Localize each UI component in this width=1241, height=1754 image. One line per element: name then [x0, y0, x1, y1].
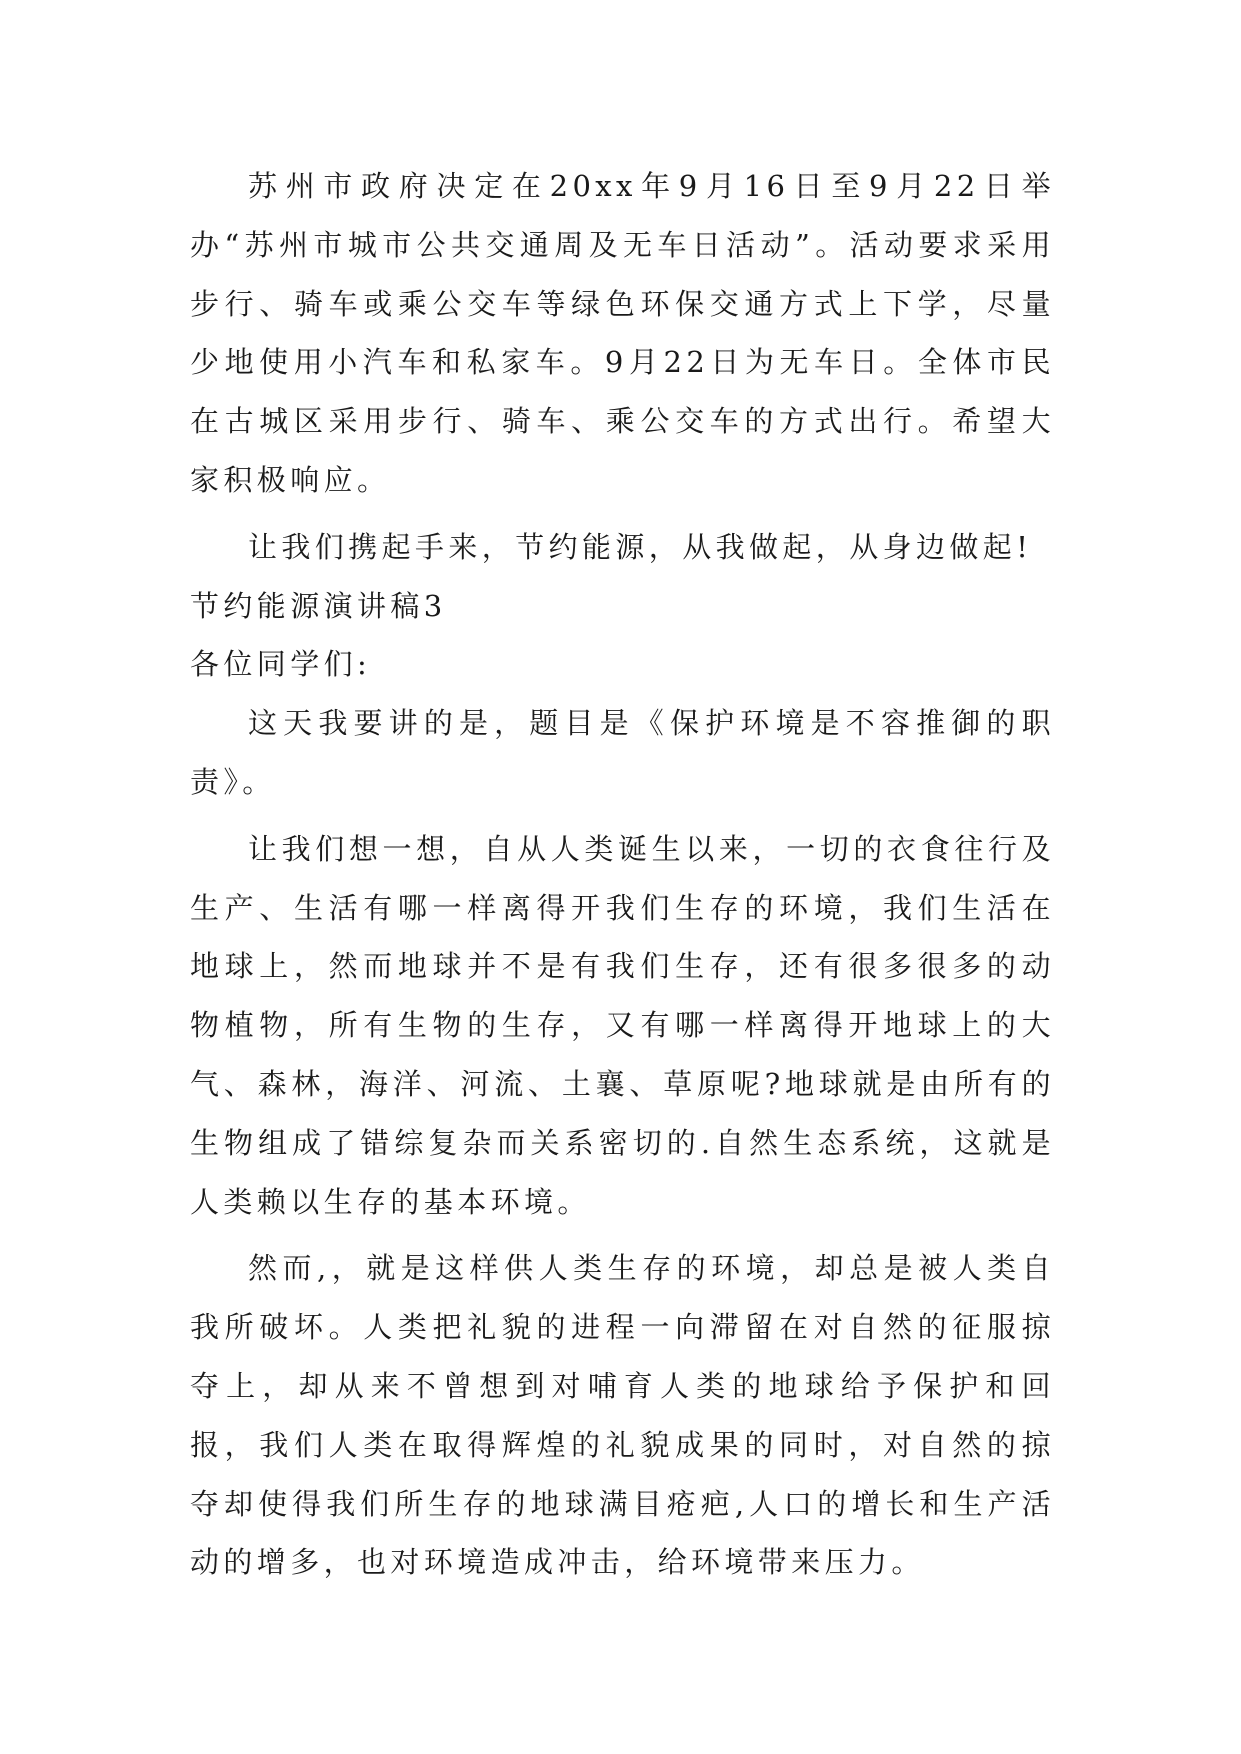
section-title: 节约能源演讲稿3	[190, 588, 447, 623]
paragraph-call-to-action: 让我们携起手来，节约能源，从我做起，从身边做起!	[248, 529, 1033, 564]
paragraph-public-transport-week: 苏州市政府决定在20xx年9月16日至9月22日举办“苏州市城市公共交通周及无车日活动”。活动要求采用步行、骑车或乘公交车等绿色环保交通方式上下学，尽量少地使用小汽车和私家车。9月22日为无车日。全体市民在古城区采用步行、骑车、乘公交车的方式出行。希望大家积极响应。	[190, 169, 1055, 497]
salutation: 各位同学们:	[190, 647, 372, 682]
paragraph-environment: 让我们想一想，自从人类诞生以来，一切的衣食往行及生产、生活有哪一样离得开我们生存的环境，我们生活在地球上，然而地球并不是有我们生存，还有很多很多的动物植物，所有生物的生存，又有哪一样离得开地球上的大气、森林，海洋、河流、土襄、草原呢?地球就是由所有的生物组成了错综复杂而关系密切的.自然生态系统，这就是人类赖以生存的基本环境。	[190, 831, 1055, 1219]
document-body	[190, 157, 1055, 1592]
paragraph-human-damage: 然而,，就是这样供人类生存的环境，却总是被人类自我所破坏。人类把礼貌的进程一向滞留在对自然的征服掠夺上，却从来不曾想到对哺育人类的地球给予保护和回报，我们人类在取得辉煌的礼貌成果的同时，对自然的掠夺却使得我们所生存的地球满目疮疤,人口的增长和生产活动的增多，也对环境造成冲击，给环境带来压力。	[190, 1251, 1055, 1580]
paragraph-topic: 这天我要讲的是，题目是《保护环境是不容推御的职责》。	[190, 706, 1055, 799]
